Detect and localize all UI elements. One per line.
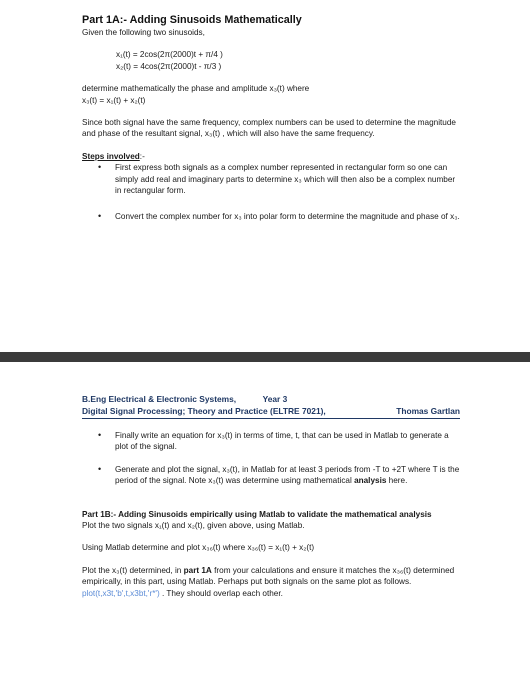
- final-paragraph: [82, 565, 460, 599]
- bullet-glyph: •: [98, 162, 102, 173]
- header-program: B.Eng Electrical & Electronic Systems,: [82, 394, 237, 404]
- list-item: [82, 162, 460, 196]
- steps-heading-label: Steps involved: [82, 151, 140, 161]
- header-row-1: [82, 394, 460, 406]
- equation-x3: x₃(t) = x₁(t) + x₂(t): [82, 95, 146, 105]
- bullet-glyph: •: [98, 211, 102, 222]
- part1b-text: Plot the two signals x₁(t) and x₂(t), given above, using Matlab.: [82, 521, 305, 531]
- instruction-text-pre: Generate and plot the signal, x₃(t), in Matlab for at least 3 periods from -T to +2T where T is the period of the signal. Note x₃(t) was determine using mathematical: [115, 464, 460, 486]
- section-heading-1b: Part 1B:- Adding Sinusoids empirically using Matlab to validate the mathematical analysis: [82, 509, 432, 519]
- step-text: First express both signals as a complex number represented in rectangular form so one can simply add real and imaginary parts to determine x₃ which will then also be a complex number in rectangular form.: [115, 163, 456, 196]
- final-text-2: from your calculations and ensure it matches the x₃₆(t) determined empirically, in this part, using Matlab. Perhaps put both signals on the same plot as follows.: [82, 565, 455, 587]
- instructions-list: [82, 430, 460, 487]
- equation-x1: x₁(t) = 2cos(2π(2000)t + π/4 ): [116, 50, 223, 60]
- steps-heading-suffix: :-: [139, 151, 145, 161]
- header-module: Digital Signal Processing; Theory and Practice (ELTRE 7021),: [82, 405, 326, 416]
- final-text-1: Plot the x₃(t) determined, in: [82, 565, 184, 575]
- equation-x2: x₂(t) = 4cos(2π(2000)t - π/3 ): [116, 61, 222, 71]
- list-item: [82, 464, 460, 487]
- page-separator: [0, 352, 530, 362]
- matlab-instruction: Using Matlab determine and plot x₃₆(t) where x₃₆(t) = x₁(t) + x₂(t): [82, 543, 315, 553]
- steps-heading: [82, 151, 460, 162]
- instruction-text-post: here.: [386, 476, 408, 486]
- page1-content: [82, 14, 460, 223]
- instruction-text-bold: analysis: [354, 476, 387, 486]
- running-header: [82, 394, 460, 419]
- steps-list: [82, 162, 460, 223]
- page2-content: [82, 394, 460, 599]
- final-text-3: . They should overlap each other.: [159, 588, 283, 598]
- document-page-2: [0, 362, 530, 700]
- final-bold-ref: part 1A: [183, 565, 212, 575]
- determine-text: determine mathematically the phase and amplitude x₃(t) where: [82, 84, 310, 94]
- list-item: [82, 211, 460, 222]
- instruction-text: Finally write an equation for x₃(t) in terms of time, t, that can be used in Matlab to generate a plot of the signal.: [115, 431, 449, 452]
- page-title: Part 1A:- Adding Sinusoids Mathematically: [82, 14, 302, 26]
- header-author: Thomas Gartlan: [396, 405, 460, 416]
- matlab-code-snippet: plot(t,x3t,'b',t,x3bt,'r*'): [82, 588, 160, 598]
- list-item: [82, 430, 460, 453]
- bullet-glyph: •: [98, 463, 102, 474]
- step-text: Convert the complex number for x₃ into polar form to determine the magnitude and phase of x₃.: [115, 212, 460, 222]
- intro-text: Given the following two sinusoids,: [82, 28, 205, 37]
- header-year: Year 3: [262, 394, 288, 404]
- bullet-glyph: •: [98, 430, 102, 440]
- header-row-2: [82, 406, 460, 418]
- since-paragraph: Since both signal have the same frequency, complex numbers can be used to determine the magnitude and phase of the resultant signal, x₃(t) , which will also have the same frequency.: [82, 118, 456, 139]
